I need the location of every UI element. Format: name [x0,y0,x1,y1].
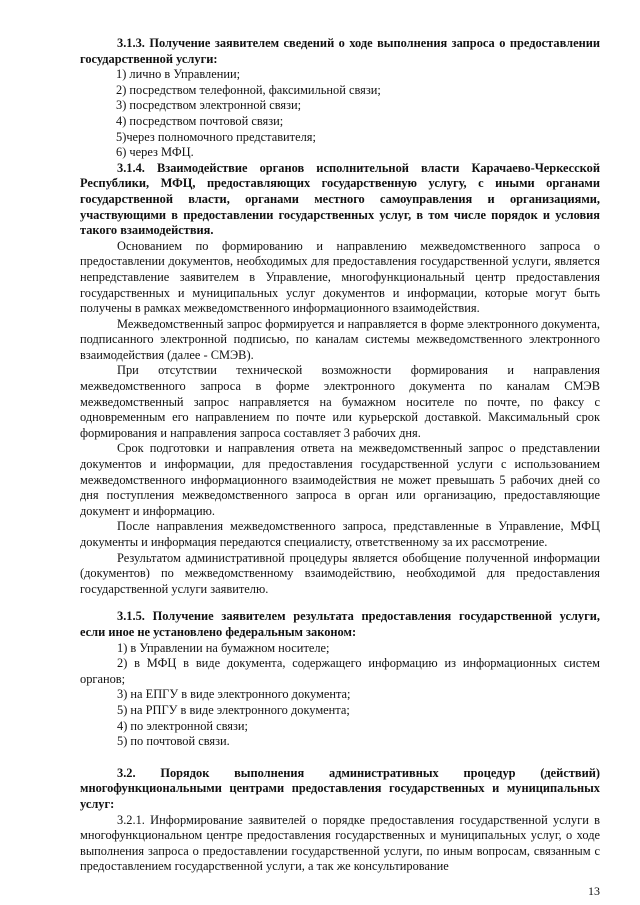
page-number: 13 [588,884,600,898]
spacer [80,750,600,766]
list-item: 1) лично в Управлении; [116,67,241,82]
paragraph: При отсутствии технической возможности формирования и направления межведомственного запроса в форме электронного документа по каналам СМЭВ межведомственный запрос направляется на бумажном носителе по почте, по факсу с одновременным его направлением по почте или курьерской доставкой. Максимальный срок формирования и направления запроса составляет 3 рабочих дня. [80,363,600,440]
paragraph: Основанием по формированию и направлению межведомственного запроса о предоставлении документов, необходимых для предоставления государственной услуги, является непредставление заявителем в Управление, многофункциональный центр предоставления государственных и муниципальных услуг документов и информации, которые могут быть получены в рамках межведомственного информационного взаимодействия. [80,238,600,316]
list-item: 5) на РПГУ в виде электронного документа; [117,702,350,717]
list-item: 3) на ЕПГУ в виде электронного документа; [117,687,351,702]
paragraph: 3.2.1. Информирование заявителей о порядке предоставления государственной услуги в многофункциональном центре предоставления государственных и муниципальных услуг, о ходе выполнения запроса о предоставлении государственной услуги, по иным вопросам, связанным с предоставлением государственной услуги, а так же консультирование [80,812,600,874]
list-item: 2) в МФЦ в виде документа, содержащего информацию из информационных систем органов; [80,656,600,686]
section-3-1-4-heading: 3.1.4. Взаимодействие органов исполнительной власти Карачаево-Черкесской Республики, МФЦ, предоставляющих государственную услугу, с иными органами государственной власти, органами местного самоуправления и организациями, участвующими в предоставлении государственных услуг, в том числе порядок и условия такого взаимодействия. [80,160,600,238]
list-item: 4) посредством почтовой связи; [116,113,284,128]
list-item: 3) посредством электронной связи; [116,98,302,113]
list-item: 2) посредством телефонной, факсимильной связи; [116,82,381,97]
list-item: 5)через полномочного представителя; [116,129,316,144]
list-item: 6) через МФЦ. [116,145,194,160]
paragraph: Результатом административной процедуры является обобщение полученной информации (документов) по межведомственному взаимодействию, необходимой для предоставления государственной услуги заявителю. [80,550,600,596]
section-3-1-5-heading: 3.1.5. Получение заявителем результата предоставления государственной услуги, если иное не установлено федеральным законом: [80,609,600,639]
paragraph: Межведомственный запрос формируется и направляется в форме электронного документа, подписанного электронной подписью, по каналам системы межведомственного электронного взаимодействия (далее - СМЭВ). [80,316,600,362]
list-item: 4) по электронной связи; [117,718,248,733]
section-3-2-heading: 3.2. Порядок выполнения административных процедур (действий) многофункциональными центрами предоставления государственных и муниципальных услуг: [80,765,600,811]
spacer [80,597,600,609]
paragraph: После направления межведомственного запроса, представленные в Управление, МФЦ документы и информация передаются специалисту, ответственному за их рассмотрение. [80,519,600,549]
list-item: 5) по почтовой связи. [117,734,230,749]
list-item: 1) в Управлении на бумажном носителе; [117,640,330,655]
section-3-1-3-heading: 3.1.3. Получение заявителем сведений о ходе выполнения запроса о предоставлении государственной услуги: [80,36,600,66]
paragraph: Срок подготовки и направления ответа на межведомственный запрос о представлении документов и информации, для предоставления государственной услуги с использованием межведомственного информационного взаимодействия не может превышать 5 рабочих дней со дня поступления межведомственного запроса в орган или организацию, предоставляющие документ и информацию. [80,441,600,518]
